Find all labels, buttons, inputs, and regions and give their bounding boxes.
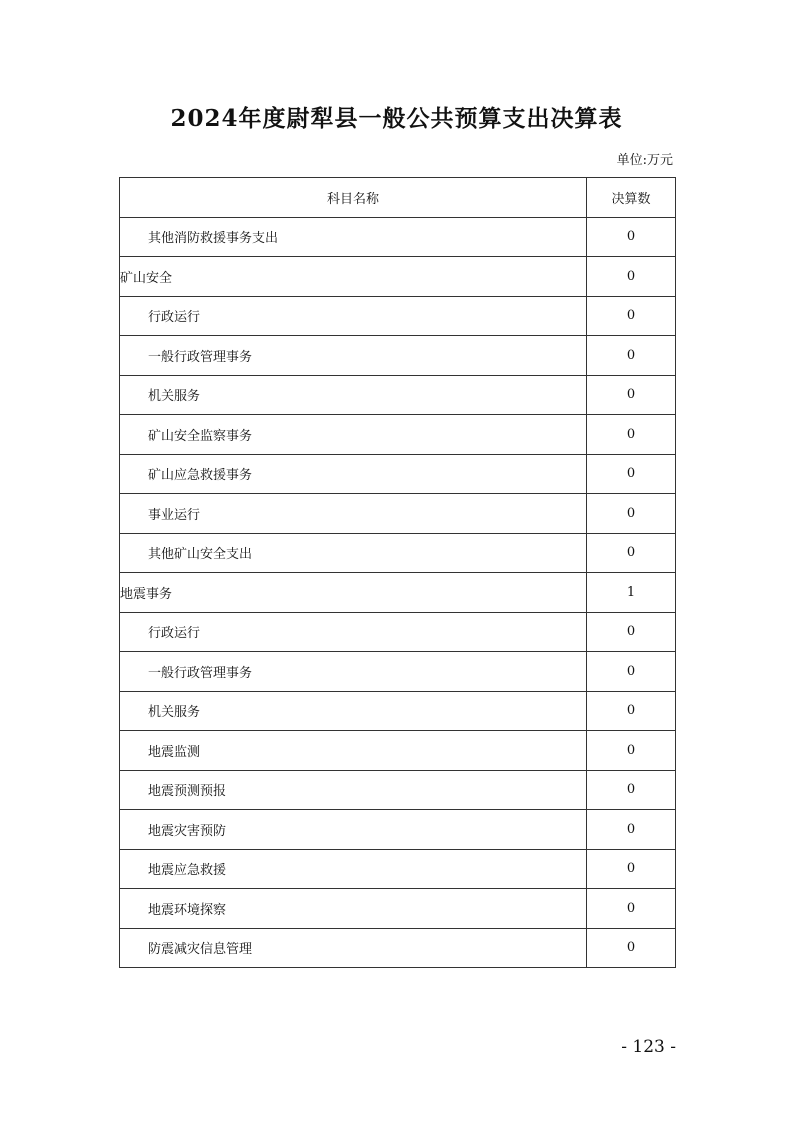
table-row [120,731,676,771]
row-subject-name: 地震灾害预防 [120,810,587,850]
header-subject-name: 科目名称 [120,178,587,218]
row-subject-name: 一般行政管理事务 [120,336,587,376]
table-row [120,454,676,494]
table-row [120,296,676,336]
row-final-amount: 0 [587,612,676,652]
table-row [120,691,676,731]
row-final-amount: 0 [587,257,676,297]
table-body [120,217,676,968]
row-final-amount: 0 [587,494,676,534]
table-row [120,217,676,257]
table-row [120,770,676,810]
row-subject-name: 其他矿山安全支出 [120,533,587,573]
row-subject-name: 机关服务 [120,691,587,731]
row-final-amount: 0 [587,217,676,257]
row-subject-name: 机关服务 [120,375,587,415]
row-subject-name: 其他消防救援事务支出 [120,217,587,257]
row-final-amount: 0 [587,770,676,810]
row-subject-name: 地震监测 [120,731,587,771]
unit-label: 单位:万元 [616,153,673,168]
row-final-amount: 1 [587,573,676,613]
table-row [120,652,676,692]
table-row [120,573,676,613]
table-header-row [120,178,676,218]
row-final-amount: 0 [587,454,676,494]
table-row [120,612,676,652]
row-subject-name: 地震环境探察 [120,889,587,929]
table-row [120,533,676,573]
page-number: - 123 - [621,1037,676,1057]
row-final-amount: 0 [587,928,676,968]
row-final-amount: 0 [587,889,676,929]
row-subject-name: 事业运行 [120,494,587,534]
row-subject-name: 矿山安全 [120,257,587,297]
row-subject-name: 地震预测预报 [120,770,587,810]
header-final-amount: 决算数 [587,178,676,218]
table-row [120,928,676,968]
row-subject-name: 矿山安全监察事务 [120,415,587,455]
table-row [120,336,676,376]
table-row [120,810,676,850]
row-final-amount: 0 [587,375,676,415]
row-final-amount: 0 [587,336,676,376]
row-final-amount: 0 [587,810,676,850]
row-final-amount: 0 [587,533,676,573]
row-subject-name: 地震事务 [120,573,587,613]
row-subject-name: 行政运行 [120,296,587,336]
row-subject-name: 矿山应急救援事务 [120,454,587,494]
row-final-amount: 0 [587,849,676,889]
row-subject-name: 防震减灾信息管理 [120,928,587,968]
row-subject-name: 一般行政管理事务 [120,652,587,692]
row-final-amount: 0 [587,731,676,771]
row-subject-name: 行政运行 [120,612,587,652]
table-row [120,889,676,929]
row-final-amount: 0 [587,415,676,455]
expenditure-table [119,177,676,968]
table-row [120,849,676,889]
table-row [120,257,676,297]
row-final-amount: 0 [587,691,676,731]
row-subject-name: 地震应急救援 [120,849,587,889]
page-title: 2024年度尉犁县一般公共预算支出决算表 [170,105,623,132]
table-row [120,494,676,534]
table-row [120,375,676,415]
table-row [120,415,676,455]
row-final-amount: 0 [587,296,676,336]
row-final-amount: 0 [587,652,676,692]
